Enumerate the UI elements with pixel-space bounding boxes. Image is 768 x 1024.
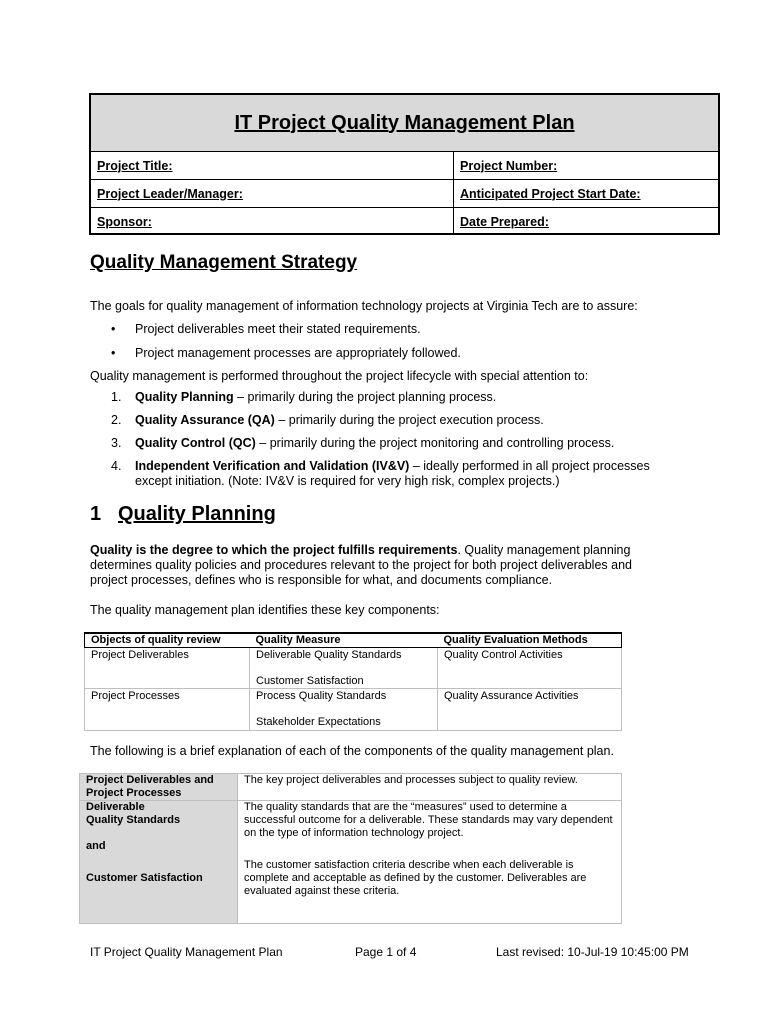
column-header: Quality Measure xyxy=(250,633,438,647)
row-label xyxy=(80,774,238,801)
planning-heading xyxy=(90,503,276,526)
column-header: Quality Evaluation Methods xyxy=(438,633,622,647)
header-box xyxy=(89,93,720,235)
bullet-marker: • xyxy=(111,322,116,336)
label-line: Deliverable xyxy=(86,801,145,813)
header-row xyxy=(91,152,718,180)
project-number-label: Project Number: xyxy=(460,158,558,173)
measure-text: Stakeholder Expectations xyxy=(256,715,381,728)
table-cell: Quality Assurance Activities xyxy=(438,688,622,730)
table-cell: Project Deliverables xyxy=(85,647,250,688)
row-text xyxy=(238,801,622,924)
table-cell xyxy=(250,688,438,730)
list-item xyxy=(135,390,675,405)
column-header: Objects of quality review xyxy=(85,633,250,647)
footer-revised: Last revised: 10-Jul-19 10:45:00 PM xyxy=(496,945,689,959)
measure-text: Deliverable Quality Standards xyxy=(256,648,402,661)
table-cell xyxy=(250,647,438,688)
footer-title: IT Project Quality Management Plan xyxy=(90,945,283,959)
label-line: Customer Satisfaction xyxy=(86,872,203,884)
label-line: Quality Standards xyxy=(86,814,181,826)
table-row xyxy=(80,774,622,801)
list-item xyxy=(135,436,675,451)
sponsor-label: Sponsor: xyxy=(91,208,454,235)
explanation-table xyxy=(79,773,622,924)
components-intro: The quality management plan identifies these key components: xyxy=(90,603,440,617)
start-date-label: Anticipated Project Start Date: xyxy=(460,186,641,201)
explanation-intro: The following is a brief explanation of each of the components of the quality management plan. xyxy=(90,744,614,758)
definition-rest: . Quality management planning determines quality policies and procedures relevant to the project for both project deliverables and project processes, defines who is responsible for what, and documents compliance. xyxy=(90,543,632,587)
list-item xyxy=(135,459,675,489)
list-number: 1. xyxy=(111,390,122,404)
list-item-rest: – primarily during the project execution process. xyxy=(274,413,544,427)
table-row xyxy=(80,801,622,924)
project-title-label: Project Title: xyxy=(91,152,454,179)
components-table xyxy=(84,632,622,731)
bullet-item: Project deliverables meet their stated requirements. xyxy=(135,322,421,336)
text-block: The customer satisfaction criteria describe when each deliverable is complete and acceptable as defined by the customer. Deliverables are evaluated against these criteria. xyxy=(244,859,587,897)
bullet-item: Project management processes are appropriately followed. xyxy=(135,346,461,360)
header-row xyxy=(91,180,718,208)
definition-bold: Quality is the degree to which the project fulfills requirements xyxy=(90,543,458,557)
footer-page: Page 1 of 4 xyxy=(355,945,417,959)
list-item-rest: – primarily during the project planning process. xyxy=(233,390,497,404)
label-line: Project Deliverables and xyxy=(86,774,214,786)
text-block: The quality standards that are the “measures” used to determine a successful outcome for a deliverable. These standards may vary dependent on the type of information technology project. xyxy=(244,801,613,839)
strategy-heading: Quality Management Strategy xyxy=(90,252,358,273)
table-row xyxy=(85,688,622,730)
label-line: Project Processes xyxy=(86,787,182,799)
list-item-bold: Quality Planning xyxy=(135,390,234,404)
measure-text: Customer Satisfaction xyxy=(256,674,364,687)
list-item-rest: – primarily during the project monitoring and controlling process. xyxy=(255,436,615,450)
document-title: IT Project Quality Management Plan xyxy=(91,95,718,152)
list-number: 4. xyxy=(111,459,122,473)
date-prepared-label: Date Prepared: xyxy=(460,214,549,229)
list-item-bold: Independent Verification and Validation (IV&V) xyxy=(135,459,410,473)
table-header-row xyxy=(85,633,622,647)
lifecycle-intro: Quality management is performed throughout the project lifecycle with special attention to: xyxy=(90,369,589,383)
list-item-bold: Quality Assurance (QA) xyxy=(135,413,275,427)
bullet-marker: • xyxy=(111,346,116,360)
table-row xyxy=(85,647,622,688)
section-number: 1 xyxy=(90,503,102,525)
row-text: The key project deliverables and processes subject to quality review. xyxy=(238,774,622,801)
section-title: Quality Planning xyxy=(118,503,276,525)
header-row xyxy=(91,208,718,235)
row-label xyxy=(80,801,238,924)
table-cell: Project Processes xyxy=(85,688,250,730)
quality-definition xyxy=(90,543,670,588)
list-item-bold: Quality Control (QC) xyxy=(135,436,256,450)
list-number: 3. xyxy=(111,436,122,450)
list-item xyxy=(135,413,675,428)
measure-text: Process Quality Standards xyxy=(256,689,387,702)
strategy-intro: The goals for quality management of information technology projects at Virginia Tech are to assure: xyxy=(90,299,638,313)
list-item-rest: – ideally performed in all project processes except initiation. (Note: IV&V is required for very high risk, complex projects.) xyxy=(135,459,650,488)
list-number: 2. xyxy=(111,413,122,427)
table-cell: Quality Control Activities xyxy=(438,647,622,688)
project-leader-label: Project Leader/Manager: xyxy=(91,180,454,207)
label-line: and xyxy=(86,840,106,852)
